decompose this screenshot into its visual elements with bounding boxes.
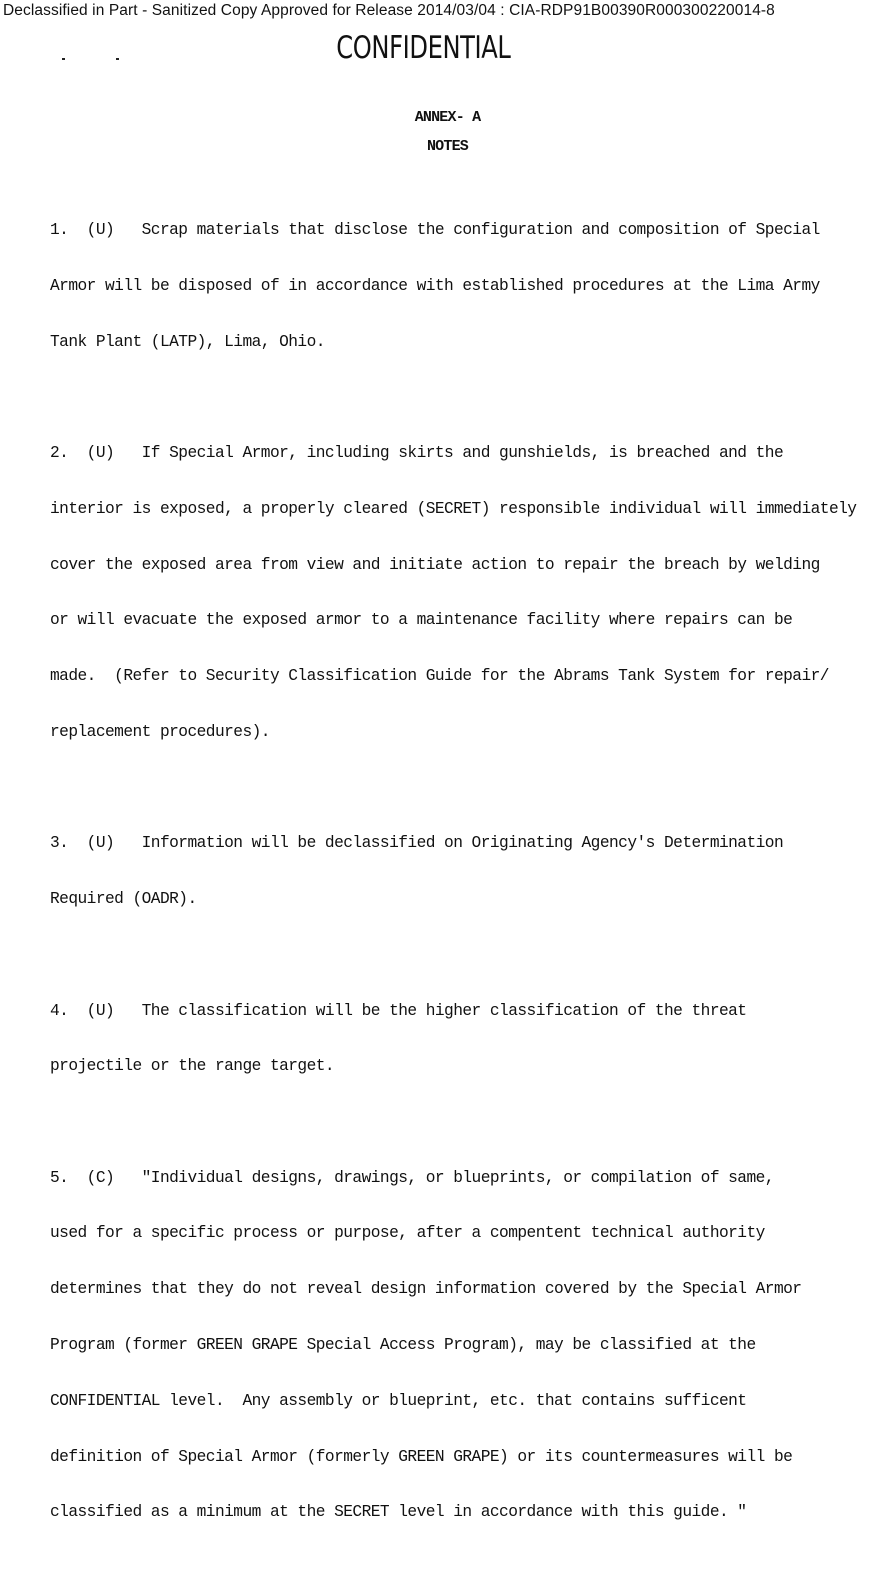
note-line: interior is exposed, a properly cleared (SECRET) responsible individual will immediately (50, 499, 857, 518)
note-line: or will evacuate the exposed armor to a maintenance facility where repairs can be (50, 611, 793, 630)
release-header: Declassified in Part - Sanitized Copy Approved for Release 2014/03/04 : CIA-RDP91B00390R000300220014-8 (3, 2, 775, 19)
notes-title: NOTES (426, 138, 468, 155)
note-line: 4. (U) The classification will be the higher classification of the threat (50, 1001, 747, 1020)
note-line: classified as a minimum at the SECRET level in accordance with this guide. " (50, 1503, 747, 1522)
note-line: 5. (C) "Individual designs, drawings, or blueprints, or compilation of same, (50, 1168, 774, 1187)
annex-title: ANNEX- A (414, 109, 481, 126)
note-line: Program (former GREEN GRAPE Special Access Program), may be classified at the (50, 1336, 756, 1354)
note-line: determines that they do not reveal design information covered by the Special Armor (50, 1280, 802, 1299)
note-line: definition of Special Armor (formerly GREEN GRAPE) or its countermeasures will be (50, 1447, 793, 1466)
note-3 (50, 797, 870, 946)
note-line: CONFIDENTIAL level. Any assembly or blueprint, etc. that contains sufficent (50, 1391, 747, 1410)
note-1 (50, 184, 870, 389)
note-line: cover the exposed area from view and initiate action to repair the breach by welding (50, 555, 820, 574)
note-line: made. (Refer to Security Classification Guide for the Abrams Tank System for repair/ (50, 667, 829, 686)
note-line: Tank Plant (LATP), Lima, Ohio. (50, 332, 325, 351)
note-line: Required (OADR). (50, 890, 197, 909)
note-line: 3. (U) Information will be declassified on Originating Agency's Determination (50, 834, 784, 853)
note-line: 2. (U) If Special Armor, including skirts and gunshields, is breached and the (50, 444, 784, 463)
note-line: projectile or the range target. (50, 1057, 335, 1076)
note-2 (50, 407, 870, 779)
note-line: replacement procedures). (50, 723, 270, 742)
scan-speck (62, 58, 65, 60)
note-5 (50, 1131, 870, 1559)
note-4 (50, 964, 870, 1113)
note-line: used for a specific process or purpose, after a compentent technical authority (50, 1224, 765, 1243)
note-line: 1. (U) Scrap materials that disclose the configuration and composition of Special (50, 221, 820, 240)
classification-marking: CONFIDENTIAL (336, 30, 511, 66)
note-line: Armor will be disposed of in accordance with established procedures at the Lima Army (50, 276, 820, 295)
notes-list (50, 184, 870, 1578)
